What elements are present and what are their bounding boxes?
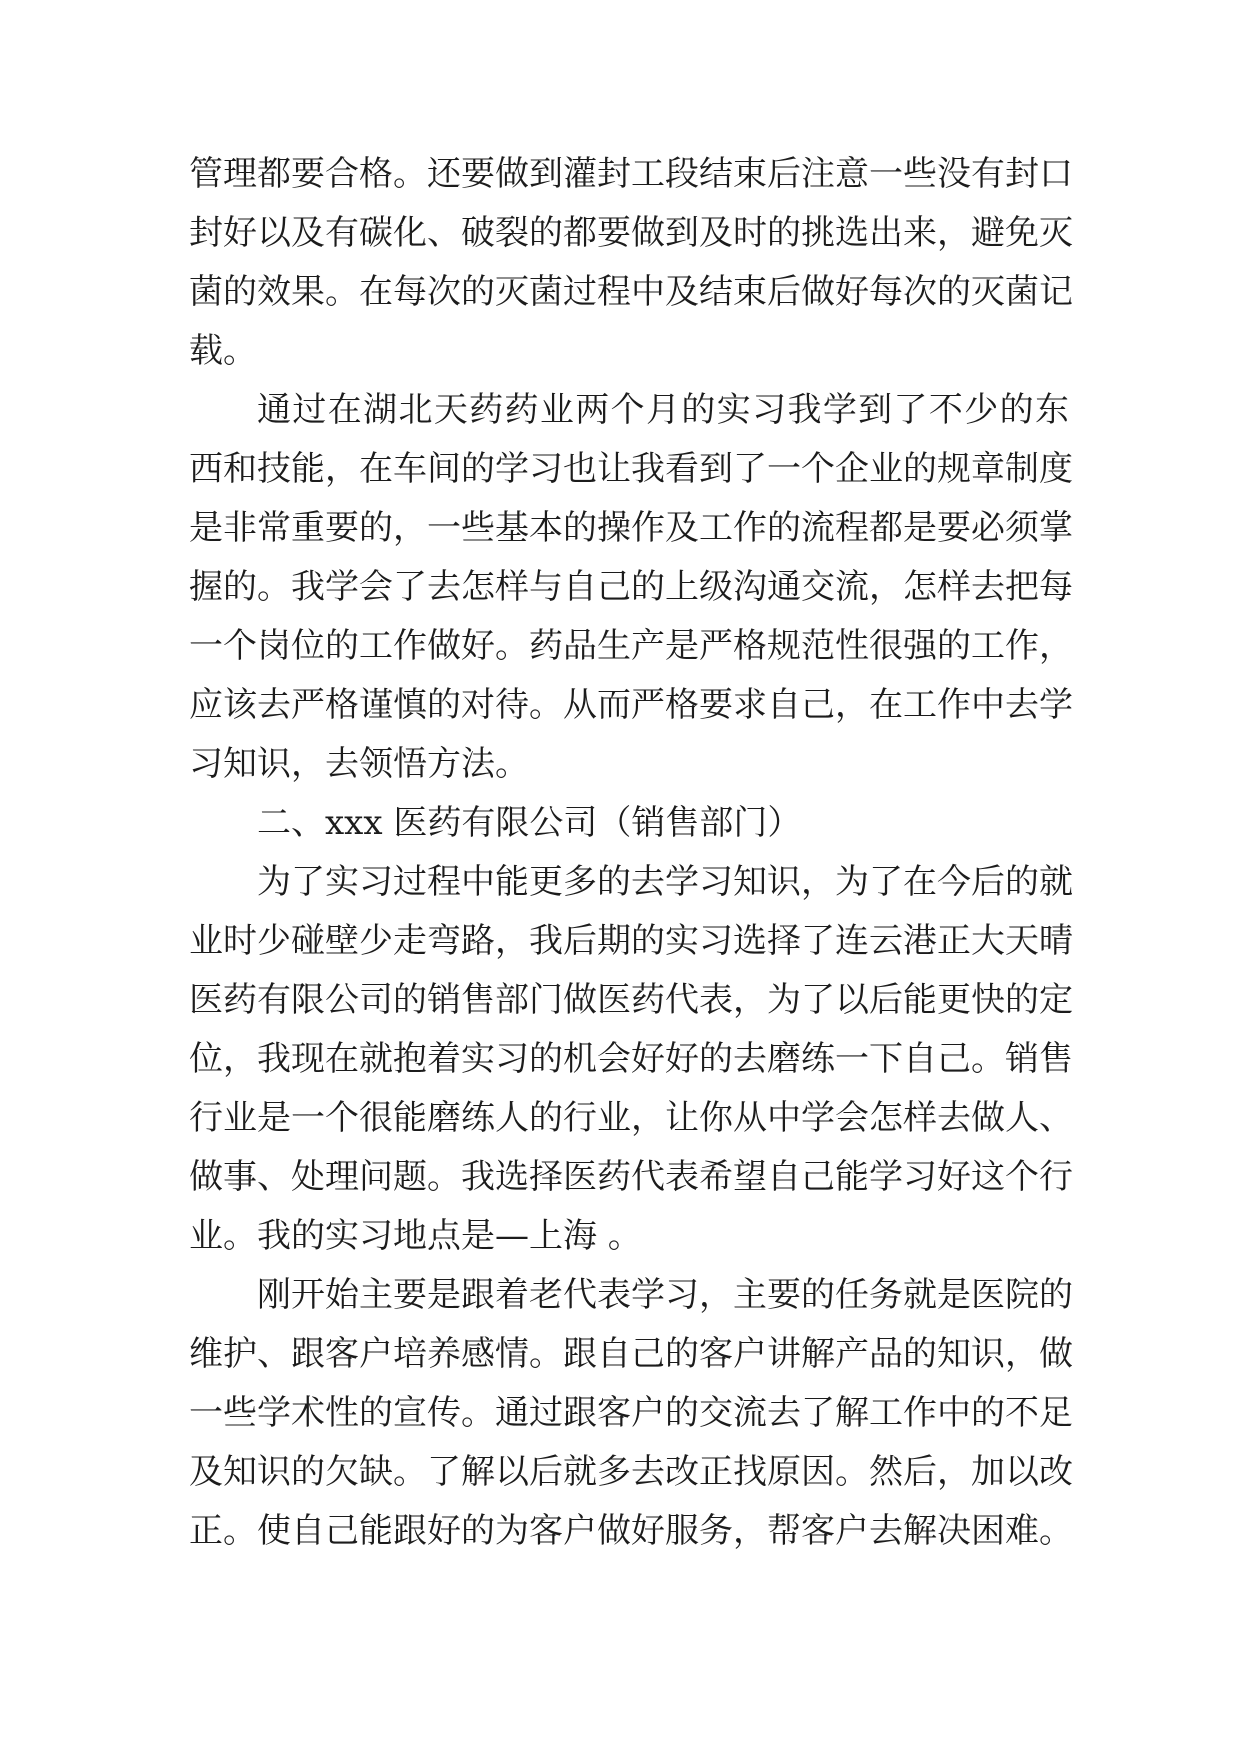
text-line: 通过在湖北天药药业两个月的实习我学到了不少的东 xyxy=(257,390,1069,430)
text-line: 握的。我学会了去怎样与自己的上级沟通交流，怎样去把每 xyxy=(189,567,1073,607)
text-line: 医药有限公司的销售部门做医药代表，为了以后能更快的定 xyxy=(189,980,1073,1020)
text-line: 刚开始主要是跟着老代表学习，主要的任务就是医院的 xyxy=(257,1275,1073,1315)
text-line: 正。使自己能跟好的为客户做好服务，帮客户去解决困难。 xyxy=(189,1511,1073,1551)
text-line: 位，我现在就抱着实习的机会好好的去磨练一下自己。销售 xyxy=(189,1039,1073,1079)
text-line: 习知识，去领悟方法。 xyxy=(189,744,529,784)
text-line: 维护、跟客户培养感情。跟自己的客户讲解产品的知识，做 xyxy=(189,1334,1073,1374)
text-line: 及知识的欠缺。了解以后就多去改正找原因。然后，加以改 xyxy=(189,1452,1073,1492)
paragraph xyxy=(189,1266,1073,1561)
text-line: 是非常重要的，一些基本的操作及工作的流程都是要必须掌 xyxy=(189,508,1073,548)
text-line: 为了实习过程中能更多的去学习知识，为了在今后的就 xyxy=(257,862,1073,902)
text-line: 西和技能，在车间的学习也让我看到了一个企业的规章制度 xyxy=(189,449,1073,489)
text-line: 行业是一个很能磨练人的行业，让你从中学会怎样去做人、 xyxy=(189,1098,1073,1138)
text-line: 业。我的实习地点是—上海 。 xyxy=(189,1216,642,1256)
text-line: 业时少碰壁少走弯路，我后期的实习选择了连云港正大天晴 xyxy=(189,921,1073,961)
text-line: 一个岗位的工作做好。药品生产是严格规范性很强的工作， xyxy=(189,626,1073,666)
text-line: 一些学术性的宣传。通过跟客户的交流去了解工作中的不足 xyxy=(189,1393,1073,1433)
paragraph xyxy=(189,381,1073,794)
document-body xyxy=(189,145,1073,1561)
text-line: 载。 xyxy=(189,331,257,371)
section-heading xyxy=(189,794,1069,853)
text-line: 应该去严格谨慎的对待。从而严格要求自己，在工作中去学 xyxy=(189,685,1073,725)
text-line: 菌的效果。在每次的灭菌过程中及结束后做好每次的灭菌记 xyxy=(189,272,1073,312)
text-line: 封好以及有碳化、破裂的都要做到及时的挑选出来，避免灭 xyxy=(189,213,1073,253)
text-line: 做事、处理问题。我选择医药代表希望自己能学习好这个行 xyxy=(189,1157,1073,1197)
section-heading-text: 二、xxx 医药有限公司（销售部门） xyxy=(257,803,802,843)
paragraph xyxy=(189,145,1073,381)
paragraph xyxy=(189,853,1073,1266)
text-line: 管理都要合格。还要做到灌封工段结束后注意一些没有封口 xyxy=(189,154,1073,194)
